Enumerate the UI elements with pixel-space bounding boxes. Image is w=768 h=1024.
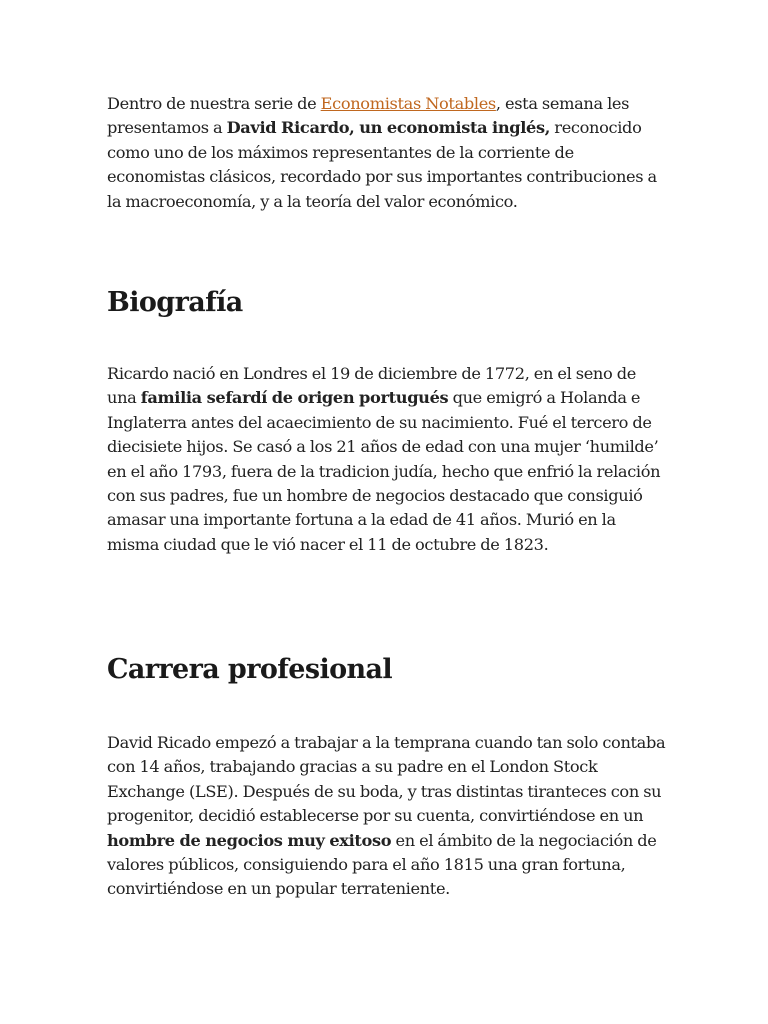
carrera-bold: hombre de negocios muy exitoso — [107, 830, 392, 850]
intro-paragraph — [107, 92, 667, 214]
carrera-heading: Carrera profesional — [107, 654, 393, 685]
intro-text-2: , esta semana les presentamos a — [107, 94, 630, 138]
intro-bold-name: David Ricardo, un economista inglés, — [226, 118, 551, 138]
carrera-paragraph — [107, 731, 667, 902]
economistas-notables-link[interactable]: Economistas Notables — [320, 94, 496, 113]
biografia-text-1: Ricardo nació en Londres el 19 de diciembre de 1772, en el seno de una — [107, 364, 636, 408]
biografia-paragraph — [107, 362, 667, 557]
biografia-heading: Biografía — [107, 287, 243, 318]
carrera-text-1: David Ricado empezó a trabajar a la temprana cuando tan solo contaba con 14 años, trabajando gracias a su padre en el London Stock Exchange (LSE). Después de su boda, y tras distintas tiranteces con su progenitor, decidió establecerse por su cuenta, convirtiéndose en un — [107, 733, 666, 826]
carrera-text-2: en el ámbito de la negociación de valores públicos, consiguiendo para el año 1815 una gran fortuna, convirtiéndose en un popular terrateniente. — [107, 830, 657, 899]
biografia-bold: familia sefardí de origen portugués — [140, 388, 449, 408]
intro-text-1: Dentro de nuestra serie de — [107, 94, 321, 113]
biografia-text-2: que emigró a Holanda e Inglaterra antes del acaecimiento de su nacimiento. Fué el tercero de diecisiete hijos. Se casó a los 21 años de edad con una mujer ‘humilde’ en el año 1793, fuera de la tradicion judía, hecho que enfrió la relación con sus padres, fue un hombre de negocios destacado que consiguió amasar una importante fortuna a la edad de 41 años. Murió en la misma ciudad que le vió nacer el 11 de octubre de 1823. — [107, 388, 661, 554]
intro-text-3: reconocido como uno de los máximos representantes de la corriente de economistas clásicos, recordado por sus importantes contribuciones a la macroeconomía, y a la teoría del valor económico. — [107, 118, 657, 211]
